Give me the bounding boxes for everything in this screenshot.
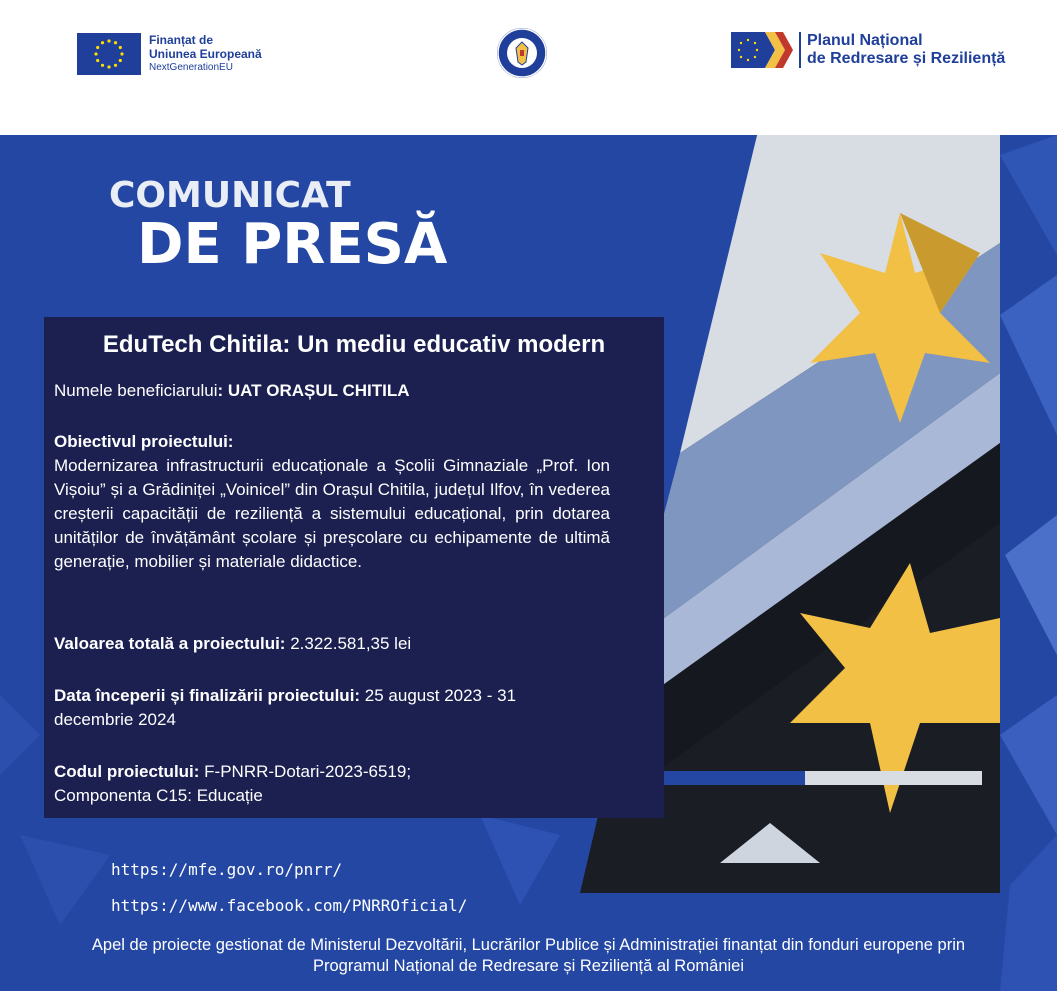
footer-line2: Programul Național de Redresare și Reziliență al României xyxy=(312,957,745,975)
link-mfe[interactable]: https://mfe.gov.ro/pnrr/ xyxy=(111,860,343,879)
code-row xyxy=(54,760,610,784)
pnrr-logo-text xyxy=(807,32,1005,68)
eu-flag-icon xyxy=(77,33,141,75)
dates-row xyxy=(54,684,554,732)
value-row xyxy=(54,632,610,656)
objective-text: Modernizarea infrastructurii educaționale a Școlii Gimnaziale „Prof. Ion Vișoiu” și a Grădiniței „Voinicel” din Orașul Chitila, județul Ilfov, în vederea creșterii capacității de reziliență a sistemului educațional, prin dotarea unităților de învățământ școlare și preșcolare cu echipamente de ultimă generație, mobilier și materiale didactice. xyxy=(54,456,610,571)
footer-text xyxy=(0,935,1057,977)
project-title: EduTech Chitila: Un mediu educativ modern xyxy=(102,331,606,358)
code-label: Codul proiectului: xyxy=(54,762,200,781)
value-text: 2.322.581,35 lei xyxy=(285,634,412,653)
eu-funding-logo xyxy=(77,33,262,75)
pnrr-logo-line1: Planul Național xyxy=(807,32,923,49)
government-seal xyxy=(497,28,547,78)
eu-logo-text xyxy=(149,33,262,75)
component-text: Componenta C15: Educație xyxy=(54,786,263,805)
beneficiary-value: : UAT ORAȘUL CHITILA xyxy=(217,381,410,400)
pnrr-divider xyxy=(799,32,801,68)
dates-label: Data începerii și finalizării proiectului: xyxy=(54,686,361,705)
eu-logo-line3: NextGenerationEU xyxy=(149,62,233,73)
value-label: Valoarea totală a proiectului: xyxy=(54,634,286,653)
code-text: F-PNRR-Dotari-2023-6519; xyxy=(199,762,412,781)
beneficiary-row xyxy=(54,379,610,403)
beneficiary-label: Numele beneficiarului xyxy=(54,381,218,400)
project-info-panel xyxy=(44,317,664,818)
pnrr-logo xyxy=(731,32,1005,68)
eu-logo-line2: Uniunea Europeană xyxy=(149,47,262,61)
headline-de-presa: DE PRESĂ xyxy=(137,212,448,277)
dates-text: 25 august 2023 - 31 decembrie 2024 xyxy=(54,686,517,729)
header-bar xyxy=(0,0,1057,135)
pnrr-logo-line2: de Redresare și Reziliență xyxy=(807,50,1006,67)
pnrr-flag-icon xyxy=(731,32,795,68)
footer-line1: Apel de proiecte gestionat de Ministerul Dezvoltării, Lucrărilor Publice și Administrației finanțat din fonduri europene prin xyxy=(91,936,966,954)
headline-comunicat: COMUNICAT xyxy=(109,175,351,216)
eu-logo-line1: Finanțat de xyxy=(149,33,214,47)
link-facebook[interactable]: https://www.facebook.com/PNRROficial/ xyxy=(111,896,468,915)
objective-label: Obiectivul proiectului: xyxy=(54,432,234,451)
